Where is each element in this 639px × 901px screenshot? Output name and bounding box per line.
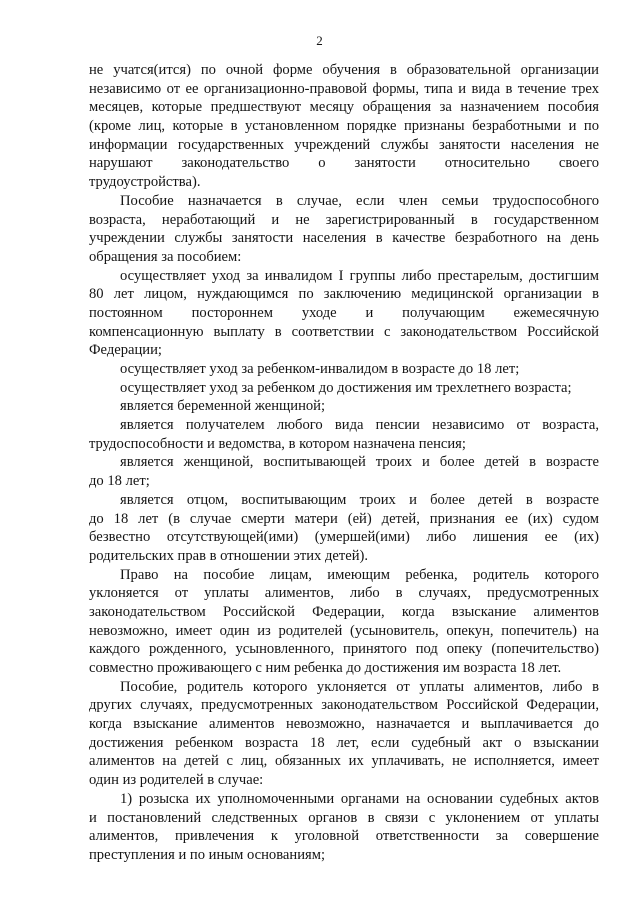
text-line: уклоняется от уплаты алиментов, либо в случаях, предусмотренных [89,585,599,602]
text-line: Право на пособие лицам, имеющим ребенка, родитель которого [120,566,599,583]
text-line: осуществляет уход за ребенком до достижения им трехлетнего возраста; [120,379,572,396]
text-line: обращения за пособием: [89,248,242,265]
text-line: является отцом, воспитывающим троих и более детей в возрасте [120,491,599,508]
text-line: трудоспособности и ведомства, в котором назначена пенсия; [89,435,466,452]
text-line: Федерации; [89,342,162,359]
text-line: компенсационную выплату в соответствии с законодательством Российской [89,323,599,340]
text-line: 1) розыска их уполномоченными органами на основании судебных актов [120,790,599,807]
text-line: Пособие, родитель которого уклоняется от уплаты алиментов, либо в [120,678,599,695]
text-line: осуществляет уход за инвалидом I группы либо престарелым, достигшим [120,267,599,284]
text-line: не учатся(ится) по очной форме обучения в образовательной организации [89,62,599,78]
text-line: является беременной женщиной; [120,398,326,415]
text-line: родительских прав в отношении этих детей). [89,547,369,564]
text-line: трудоустройства). [89,174,201,191]
text-line: безвестно отсутствующей(ими) (умершей(ими) либо лишения ее (их) [89,529,599,546]
text-line: алиментов на детей с лиц, обязанных их уплачивать, не исполняется, имеет [89,753,599,770]
text-line: месяцев, которые предшествуют месяцу обращения за назначением пособия [89,99,599,116]
text-line: невозможно, имеет один из родителей (усыновитель, опекун, попечитель) на [89,622,599,639]
text-line: один из родителей в случае: [89,772,264,789]
text-line: независимо от ее организационно-правовой формы, типа и вида в течение трех [89,80,599,97]
text-line: законодательством Российской Федерации, когда взыскание алиментов [89,603,599,620]
text-line: алиментов, привлечения к уголовной ответственности за совершение [89,828,599,845]
text-line: до 18 лет; [89,473,150,490]
text-line: 80 лет лицом, нуждающимся по заключению медицинской организации в [89,286,599,303]
page-number: 2 [316,33,323,48]
document-body [89,61,599,865]
text-line: Пособие назначается в случае, если член семьи трудоспособного [120,192,599,209]
text-line: достижения ребенком возраста 18 лет, если судебный акт о взыскании [89,734,599,751]
text-line: других случаях, предусмотренных законодательством Российской Федерации, [89,697,599,714]
text-line: преступления и по иным основаниям; [89,846,326,863]
text-line: возраста, неработающий и не зарегистрированный в государственном [89,211,599,228]
text-line: совместно проживающего с ним ребенка до достижения им возраста 18 лет. [89,660,562,676]
text-line: нарушают законодательство о занятости относительно своего [89,155,599,172]
text-line: информации государственных учреждений службы занятости населения не [89,136,599,153]
text-line: учреждении службы занятости населения в качестве безработного на день [89,230,599,247]
text-line: каждого рожденного, усыновленного, принятого под опеку (попечительство) [89,641,599,658]
text-line: осуществляет уход за ребенком-инвалидом в возрасте до 18 лет; [120,361,520,377]
text-line: когда взыскание алиментов невозможно, назначается и выплачивается до [89,716,599,733]
text-line: до 18 лет (в случае смерти матери (ей) детей, признания ее (их) судом [89,510,599,527]
text-line: (кроме лиц, которые в установленном порядке признаны безработными и по [89,118,599,135]
text-line: является женщиной, воспитывающей троих и более детей в возрасте [120,454,599,471]
text-line: является получателем любого вида пенсии независимо от возраста, [120,417,599,434]
text-line: и постановлений следственных органов в связи с уклонением от уплаты [89,809,599,826]
text-line: постоянном постороннем уходе и получающим ежемесячную [89,304,599,321]
